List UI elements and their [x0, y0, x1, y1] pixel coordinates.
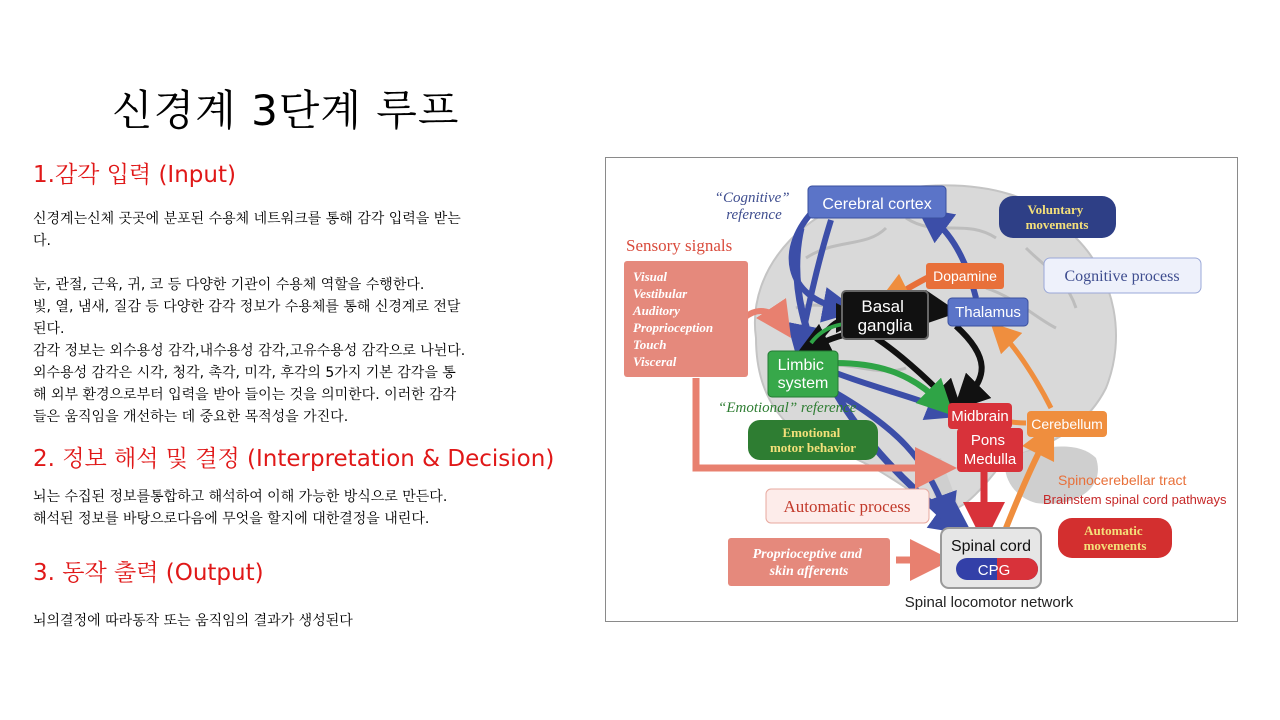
- automatic-movements-label: Automatic movements: [1083, 523, 1147, 553]
- text-line: 들은 움직임을 개선하는 데 중요한 목적성을 가진다.: [33, 409, 349, 425]
- sensory-signals-label: Sensory signals: [626, 236, 733, 255]
- text-line: 눈, 관절, 근육, 귀, 코 등 다양한 기관이 수용체 역할을 수행한다.: [33, 277, 425, 293]
- cpg-label: CPG: [977, 562, 1011, 579]
- section-2-heading: 2. 정보 해석 및 결정 (Interpretation & Decision): [33, 446, 555, 472]
- text-line: [33, 252, 593, 274]
- slide-title: 신경계 3단계 루프: [112, 86, 460, 135]
- text-line: 뇌의결정에 따라동작 또는 움직임의 결과가 생성된다: [33, 613, 353, 629]
- dopamine-label: Dopamine: [933, 268, 997, 284]
- text-line: 된다.: [33, 321, 65, 337]
- midbrain-label: Midbrain: [951, 408, 1009, 425]
- text-line: 해 외부 환경으로부터 입력을 받아 들이는 것을 의미한다. 이러한 감각: [33, 387, 457, 403]
- spinal-network-label: Spinal locomotor network: [904, 594, 1074, 611]
- text-line: 신경계는신체 곳곳에 분포된 수용체 네트워크를 통해 감각 입력을 받는: [33, 211, 461, 227]
- text-line: 외수용성 감각은 시각, 청각, 촉각, 미각, 후각의 5가지 기본 감각을 통: [33, 365, 456, 381]
- emotional-reference-label: “Emotional” reference: [718, 400, 857, 416]
- voluntary-movements-label: Voluntary movements: [1025, 202, 1089, 232]
- brainstem-pathways-label: Brainstem spinal cord pathways: [1043, 492, 1227, 507]
- automatic-process-label: Automatic process: [783, 497, 911, 516]
- section-1-body: [33, 208, 593, 428]
- text-line: 빛, 열, 냄새, 질감 등 다양한 감각 정보가 수용체를 통해 신경계로 전달: [33, 299, 461, 315]
- nervous-system-diagram: [605, 157, 1238, 622]
- cognitive-reference-label: “Cognitive” reference: [714, 190, 790, 223]
- text-line: 감각 정보는 외수용성 감각,내수용성 감각,고유수용성 감각으로 나뉜다.: [33, 343, 466, 359]
- limbic-system-label: Limbic system: [777, 357, 829, 392]
- sensory-list: Visual Vestibular Auditory Proprioception Touch Visceral: [633, 269, 714, 369]
- cognitive-process-label: Cognitive process: [1064, 268, 1180, 285]
- thalamus-label: Thalamus: [955, 304, 1021, 321]
- spinal-cord-label: Spinal cord: [950, 538, 1032, 555]
- section-1-heading: 1.감각 입력 (Input): [33, 162, 236, 188]
- cerebellum-label: Cerebellum: [1031, 416, 1103, 432]
- section-3-body: [33, 610, 593, 632]
- emotional-motor-label: Emotional motor behavior: [769, 425, 857, 455]
- text-line: 다.: [33, 233, 51, 249]
- proprioceptive-label: Proprioceptive and skin afferents: [752, 547, 862, 579]
- cerebral-cortex-label: Cerebral cortex: [822, 196, 932, 213]
- basal-ganglia-label: Basal ganglia: [857, 297, 913, 335]
- text-line: 해석된 정보를 바탕으로다음에 무엇을 할지에 대한결정을 내린다.: [33, 511, 430, 527]
- spinocerebellar-label: Spinocerebellar tract: [1058, 472, 1187, 488]
- text-line: 뇌는 수집된 정보를통합하고 해석하여 이해 가능한 방식으로 만든다.: [33, 489, 448, 505]
- pons-medulla-label: Pons Medulla: [963, 432, 1017, 468]
- section-3-heading: 3. 동작 출력 (Output): [33, 560, 264, 586]
- section-2-body: [33, 486, 593, 530]
